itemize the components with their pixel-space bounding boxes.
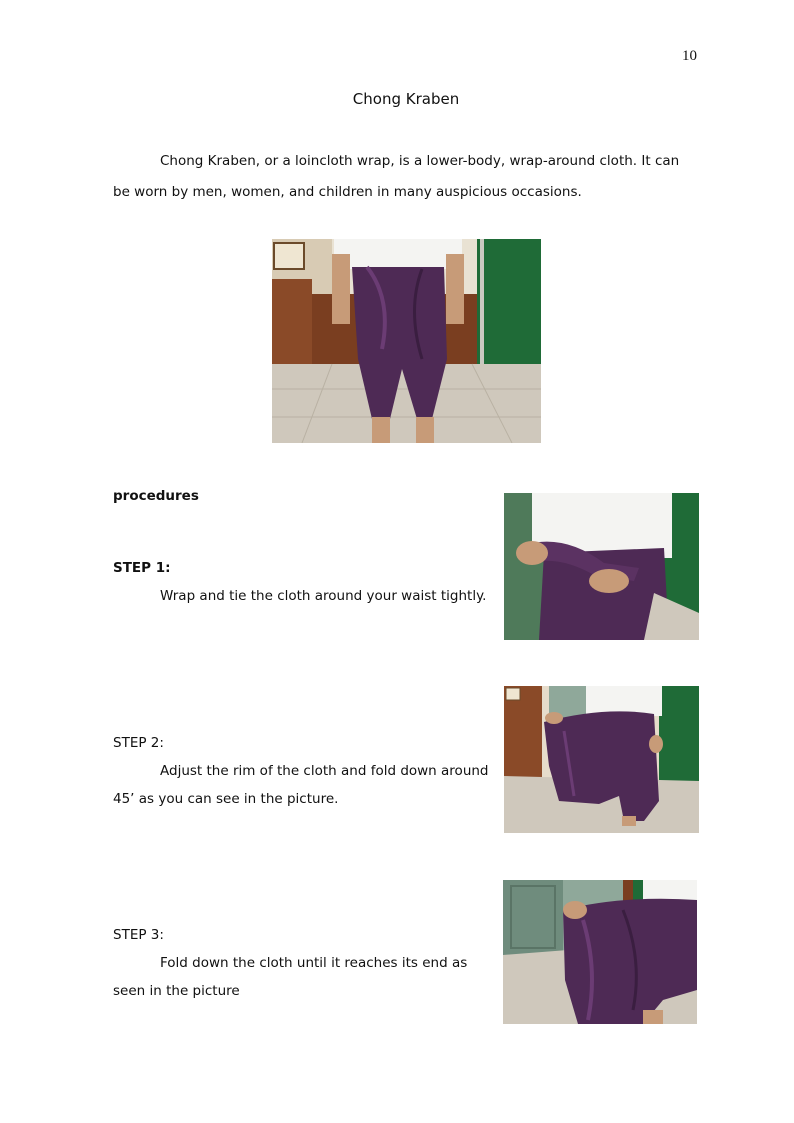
main-photo [272, 239, 541, 443]
step-2-label: STEP 2: [113, 735, 164, 751]
step-3-label: STEP 3: [113, 927, 164, 943]
page-number: 10 [682, 48, 697, 64]
step-3-photo [503, 880, 697, 1024]
intro-paragraph: Chong Kraben, or a loincloth wrap, is a lower-body, wrap-around cloth. It can be worn by men, women, and children in many auspicious occasions. [113, 153, 680, 200]
step-3-text: Fold down the cloth until it reaches its end as seen in the picture [113, 955, 468, 999]
step-2-text: Adjust the rim of the cloth and fold down around 45’ as you can see in the picture. [113, 763, 489, 807]
step-1-text: Wrap and tie the cloth around your waist tightly. [160, 588, 487, 604]
step-1-photo [504, 493, 699, 640]
step-1-label: STEP 1: [113, 560, 171, 576]
page-title: Chong Kraben [352, 90, 460, 108]
procedures-heading: procedures [113, 488, 199, 504]
step-2-photo [504, 686, 699, 833]
